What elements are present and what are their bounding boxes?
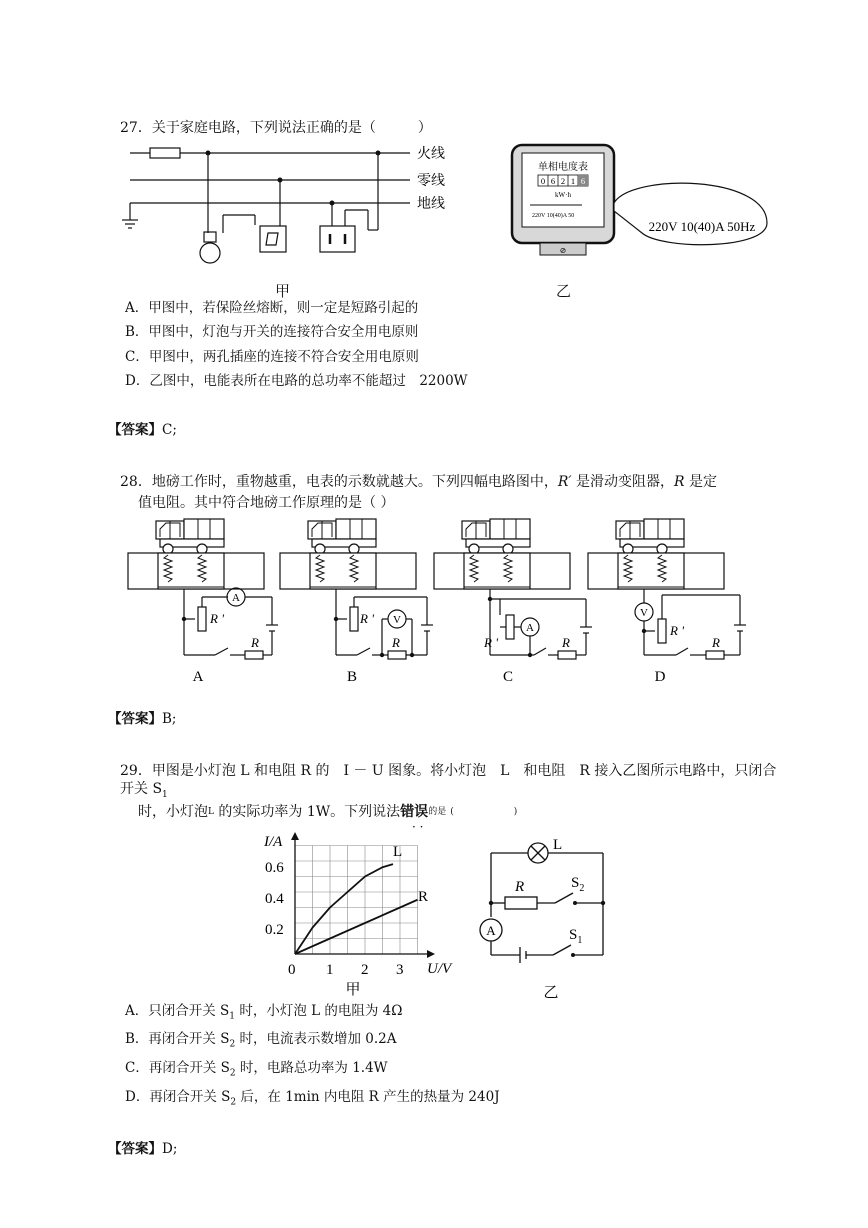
q27-option-b[interactable]: B．甲图中，灯泡与开关的连接符合安全用电原则	[125, 324, 419, 340]
q28-circuits	[120, 515, 760, 685]
q27-option-c[interactable]: C．甲图中，两孔插座的连接不符合安全用电原则	[125, 349, 419, 365]
circuit-d-rprime: R '	[670, 623, 684, 638]
meter-title: 单相电度表	[538, 162, 588, 173]
graph-caption: 甲	[345, 982, 361, 998]
neutral-wire-label: 零线	[417, 174, 445, 189]
opt-d-sub: 2	[230, 1097, 237, 1108]
circuit-a-label[interactable]: A	[192, 669, 204, 685]
circuit-d	[588, 519, 746, 685]
q29-stem-line2	[120, 780, 168, 804]
q29-stem-line2-sub: 1	[162, 789, 168, 800]
meter-unit: kW·h	[555, 191, 571, 199]
q27-option-d[interactable]: D．乙图中，电能表所在电路的总功率不能超过 2200W	[125, 373, 468, 389]
meter-rating-small: 220V 10(40)A 50	[532, 213, 575, 219]
q27-energy-meter	[512, 145, 772, 260]
circuit-c-meter: A	[526, 622, 534, 634]
circuit-s2-label	[571, 875, 584, 894]
s2-letter: S	[571, 875, 580, 891]
meter-digit-3: 2	[560, 176, 566, 186]
circuit-lamp-label: L	[553, 837, 563, 853]
answer-value: B;	[162, 711, 177, 727]
circuit-a-rprime: R '	[210, 611, 224, 626]
circuit-a	[128, 519, 278, 685]
meter-digit-5: 6	[580, 176, 586, 186]
graph-xtick: 3	[396, 962, 404, 978]
meter-callout: 220V 10(40)A 50Hz	[648, 219, 756, 234]
answer-label: 【答案】	[108, 711, 162, 727]
graph-ytick: 0.2	[265, 922, 284, 938]
circuit-b-meter: V	[393, 614, 401, 626]
circuit-b-label[interactable]: B	[346, 669, 358, 685]
q29-stem-line3-pre: 时，小灯泡	[138, 804, 208, 820]
circuit-b-rprime: R '	[360, 611, 374, 626]
s1-sub: 1	[577, 935, 583, 946]
s1-letter: S	[569, 927, 578, 943]
graph-ylabel: I/A	[264, 834, 283, 850]
opt-b-post: 时，电流表示数增加 0.2A	[235, 1031, 397, 1047]
opt-b-pre: B．再闭合开关 S	[125, 1031, 230, 1047]
opt-c-pre: C．再闭合开关 S	[125, 1060, 230, 1076]
q29-stem-line2-text: 开关 S	[120, 781, 163, 797]
q27-answer	[108, 421, 177, 439]
q29-stem-line3-L: L	[208, 807, 214, 817]
curve-r-label: R	[418, 889, 429, 905]
q29-stem-line1: 29．甲图是小灯泡 L 和电阻 R 的 I － U 图象。将小灯泡 L 和电阻 R 接入乙图所示电路中，只闭合	[120, 763, 777, 779]
series-l-line	[295, 864, 393, 954]
opt-a-sub: 1	[229, 1011, 236, 1022]
circuit-d-r: R	[712, 635, 720, 650]
q28-answer	[108, 710, 176, 728]
circuit-b-r: R	[392, 635, 400, 650]
q27-option-a[interactable]: A．甲图中，若保险丝熔断，则一定是短路引起的	[125, 300, 419, 316]
live-wire-label: 火线	[417, 147, 445, 162]
q28-stem-line2: 值电阻。其中符合地磅工作原理的是（ ）	[138, 495, 395, 511]
circuit-ammeter: A	[486, 923, 496, 938]
q28-r: R	[674, 474, 685, 490]
q28-stem-part3: 是定	[684, 474, 718, 490]
opt-c-post: 时，电路总功率为 1.4W	[235, 1060, 388, 1076]
q29-emphasis-dots: · ·	[412, 820, 424, 834]
graph-xtick: 2	[361, 962, 369, 978]
q29-option-a[interactable]	[125, 1002, 402, 1026]
q28-stem-part1: 28．地磅工作时，重物越重，电表的示数就越大。下列四幅电路图中，	[120, 474, 558, 490]
answer-label: 【答案】	[108, 422, 162, 438]
q29-stem-line3-small: 的是	[428, 807, 447, 817]
graph-ytick: 0.4	[265, 891, 284, 907]
q29-stem-line3-paren-l: (	[450, 807, 454, 817]
q29-circuit	[475, 835, 615, 1000]
q28-rprime: R′	[557, 474, 572, 490]
q27-household-circuit	[120, 140, 460, 280]
opt-a-post: 时，小灯泡 L 的电阻为 4Ω	[235, 1003, 403, 1019]
q29-stem-line3-bold: 错误	[400, 804, 429, 820]
q29-stem-line3-mid: 的实际功率为 1W。下列说法	[213, 804, 401, 820]
circuit-resistor-label: R	[515, 879, 525, 895]
circuit-d-meter: V	[640, 607, 648, 619]
earth-wire-label: 地线	[417, 197, 445, 212]
q29-option-b[interactable]	[125, 1030, 397, 1054]
graph-ytick: 0.6	[265, 860, 284, 876]
circuit-s1-label	[569, 927, 582, 946]
answer-value: D;	[162, 1141, 178, 1157]
circuit-c-rprime: R '	[484, 635, 498, 650]
graph-xtick: 0	[288, 962, 296, 978]
answer-label: 【答案】	[108, 1141, 162, 1157]
opt-d-post: 后，在 1min 内电阻 R 产生的热量为 240J	[236, 1089, 500, 1105]
circuit-b	[280, 519, 433, 685]
circuit-d-label[interactable]: D	[654, 669, 666, 685]
answer-value: C;	[162, 422, 177, 438]
q28-stem-line1	[120, 473, 717, 491]
meter-digit-2: 6	[550, 176, 556, 186]
s2-sub: 2	[579, 883, 585, 894]
circuit-c-label[interactable]: C	[502, 669, 514, 685]
circuit-a-r: R	[251, 635, 259, 650]
opt-d-pre: D．再闭合开关 S	[125, 1089, 231, 1105]
q27-stem: 27．关于家庭电路，下列说法正确的是（ ）	[120, 120, 432, 136]
q29-option-c[interactable]	[125, 1059, 388, 1083]
circuit-c	[434, 519, 592, 685]
q29-option-d[interactable]	[125, 1088, 500, 1112]
opt-b-sub: 2	[229, 1039, 236, 1050]
q29-stem-line3	[138, 803, 517, 821]
graph-xtick: 1	[326, 962, 334, 978]
q27-fig-a-caption: 甲	[275, 284, 291, 300]
opt-a-pre: A．只闭合开关 S	[125, 1003, 230, 1019]
curve-l-label: L	[393, 844, 403, 860]
circuit-a-meter: A	[232, 592, 240, 604]
meter-knob-icon: ⊘	[559, 246, 567, 255]
q29-stem-line3-paren-r: )	[513, 807, 518, 817]
meter-digit-1: 0	[540, 176, 546, 186]
opt-c-sub: 2	[229, 1068, 236, 1079]
graph-xlabel: U/V	[427, 961, 452, 977]
circuit-caption: 乙	[543, 985, 559, 1001]
q29-answer	[108, 1140, 177, 1158]
meter-digit-4: 1	[570, 176, 576, 186]
q28-stem-part2: 是滑动变阻器，	[571, 474, 675, 490]
circuit-c-r: R	[562, 635, 570, 650]
q27-fig-b-caption: 乙	[556, 284, 572, 300]
q29-iu-graph	[255, 826, 470, 1001]
